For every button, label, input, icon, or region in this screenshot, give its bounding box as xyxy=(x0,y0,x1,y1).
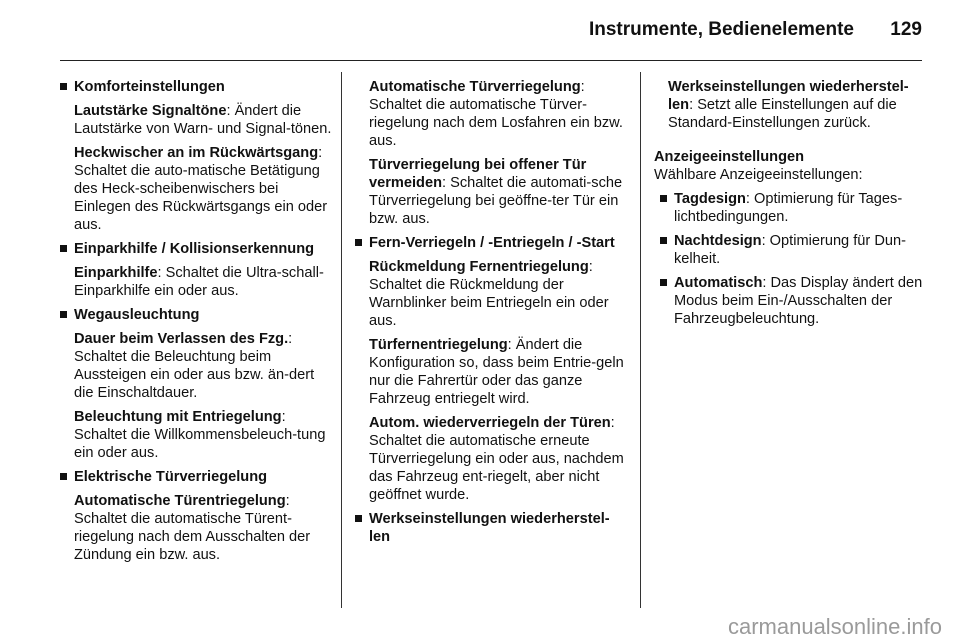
entry-tuerentriegelung xyxy=(74,492,332,564)
bullet-icon xyxy=(60,245,67,252)
entry-text: : Schaltet die automatische Türent-riegelung nach dem Ausschalten der Zündung ein bzw. aus. xyxy=(74,493,311,563)
entry-term: Werkseinstellungen wiederherstel-len xyxy=(668,79,909,113)
list-item-tagdesign xyxy=(660,190,926,226)
section-intro: Wählbare Anzeigeeinstellungen: xyxy=(654,167,863,183)
entry-term: Nachtdesign xyxy=(674,233,762,249)
entry-einparkhilfe xyxy=(74,264,332,300)
section-tuerverriegelung xyxy=(60,468,332,486)
list-item-nachtdesign xyxy=(660,232,926,268)
entry-term: Türfernentriegelung xyxy=(369,337,508,353)
section-einparkhilfe xyxy=(60,240,332,258)
entry-text: : Setzt alle Einstellungen auf die Standard-Einstellungen zurück. xyxy=(668,97,897,131)
entry-text: : Das Display ändert den Modus beim Ein-/Ausschalten der Fahrzeugbeleuchtung. xyxy=(674,275,923,327)
bullet-icon xyxy=(60,473,67,480)
entry-term: Dauer beim Verlassen des Fzg. xyxy=(74,331,289,347)
entry-text: : Schaltet die auto-matische Betätigung des Heck-scheibenwischers bei Einlegen des Rückwärtsgangs ein oder aus. xyxy=(74,145,328,233)
section-heading: Wegausleuchtung xyxy=(74,307,200,323)
page-title: Instrumente, Bedienelemente xyxy=(588,19,854,40)
bullet-icon xyxy=(355,239,362,246)
section-fernverriegeln xyxy=(355,234,627,252)
entry-text: : Schaltet die Willkommensbeleuch-tung ein oder aus. xyxy=(74,409,326,461)
header-rule xyxy=(60,60,922,61)
bullet-icon xyxy=(60,83,67,90)
section-heading: Komforteinstellungen xyxy=(74,79,225,95)
section-heading-anzeige: Anzeigeeinstellungen xyxy=(654,149,805,165)
entry-text: : Schaltet die Rückmeldung der Warnblinker beim Entriegeln ein oder aus. xyxy=(369,259,609,329)
bullet-icon xyxy=(660,195,667,202)
entry-text: : Optimierung für Tages-lichtbedingungen. xyxy=(674,191,903,225)
column-1 xyxy=(60,78,332,570)
bullet-icon xyxy=(355,515,362,522)
section-heading: Werkseinstellungen wiederherstel-len xyxy=(369,511,610,545)
entry-rueckmeldung xyxy=(369,258,627,330)
entry-term: Automatische Türentriegelung xyxy=(74,493,286,509)
section-heading: Fern-Verriegeln / -Entriegeln / -Start xyxy=(369,235,615,251)
entry-tuerfernentriegelung xyxy=(369,336,627,408)
page-number: 129 xyxy=(890,19,922,40)
spacer xyxy=(654,138,926,148)
entry-term: Autom. wiederverriegeln der Türen xyxy=(369,415,611,431)
bullet-icon xyxy=(660,237,667,244)
entry-term: Beleuchtung mit Entriegelung xyxy=(74,409,282,425)
entry-text: : Schaltet die Ultra-schall-Einparkhilfe ein oder aus. xyxy=(74,265,324,299)
entry-term: Rückmeldung Fernentriegelung xyxy=(369,259,589,275)
entry-lautstaerke xyxy=(74,102,332,138)
section-heading: Elektrische Türverriegelung xyxy=(74,469,268,485)
entry-dauer xyxy=(74,330,332,402)
entry-text: : Schaltet die automatische Türver-riegelung nach dem Losfahren ein bzw. aus. xyxy=(369,79,623,149)
column-divider-left xyxy=(341,72,342,608)
list-item-automatisch xyxy=(660,274,926,328)
entry-beleuchtung xyxy=(74,408,332,462)
entry-tuerverriegelung-auto xyxy=(369,78,627,150)
entry-offene-tuer xyxy=(369,156,627,228)
entry-heckwischer xyxy=(74,144,332,234)
watermark-text: carmanualsonline.info xyxy=(727,614,942,639)
entry-wiederverriegeln xyxy=(369,414,627,504)
entry-term: Türverriegelung bei offener Tür vermeiden xyxy=(369,157,587,191)
entry-term: Einparkhilfe xyxy=(74,265,158,281)
column-divider-right xyxy=(640,72,641,608)
bullet-icon xyxy=(60,311,67,318)
entry-text: : Optimierung für Dun-kelheit. xyxy=(674,233,906,267)
entry-werkseinstellungen xyxy=(668,78,926,132)
section-komforteinstellungen xyxy=(60,78,332,96)
entry-term: Lautstärke Signaltöne xyxy=(74,103,227,119)
entry-term: Heckwischer an im Rückwärtsgang xyxy=(74,145,319,161)
section-heading: Einparkhilfe / Kollisionserkennung xyxy=(74,241,315,257)
column-3 xyxy=(654,78,926,334)
entry-term: Automatisch xyxy=(674,275,763,291)
entry-text: : Schaltet die automati-sche Türverriegelung bei geöffne-ter Tür ein bzw. aus. xyxy=(369,175,623,227)
entry-text: : Schaltet die automatische erneute Türverriegelung ein oder aus, nachdem das Fahrzeug ent-riegelt, aber nicht geöffnet wurde. xyxy=(369,415,624,503)
section-werkseinstellungen xyxy=(355,510,627,546)
entry-text: : Ändert die Konfiguration so, dass beim Entrie-geln nur die Fahrertür oder das ganze Fahrzeug entriegelt wird. xyxy=(369,337,624,407)
column-2 xyxy=(355,78,627,552)
entry-text: : Ändert die Lautstärke von Warn- und Signal-tönen. xyxy=(74,103,332,137)
section-wegausleuchtung xyxy=(60,306,332,324)
entry-text: : Schaltet die Beleuchtung beim Aussteigen ein oder aus bzw. än-dert die Einschaltdauer. xyxy=(74,331,315,401)
entry-term: Automatische Türverriegelung xyxy=(369,79,581,95)
bullet-icon xyxy=(660,279,667,286)
entry-term: Tagdesign xyxy=(674,191,746,207)
